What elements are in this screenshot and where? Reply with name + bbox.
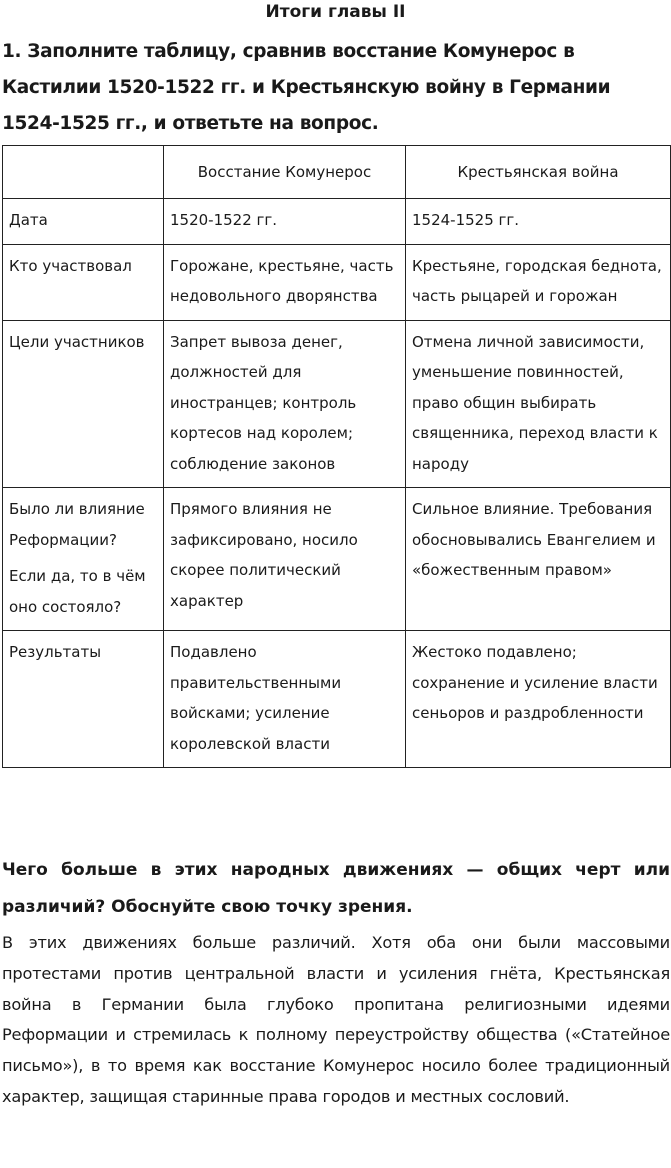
table-row-date <box>3 199 671 245</box>
row-label-text: Дата <box>9 211 48 229</box>
question-heading: Чего больше в этих народных движениях — общих черт или различий? Обоснуйте свою точку зрения. <box>2 860 670 917</box>
peasant-war-cell: Жестоко подавлено; сохранение и усиление власти сеньоров и раздробленности <box>406 631 671 768</box>
row-label-text: Цели участников <box>9 332 145 351</box>
row-label <box>3 488 164 631</box>
chapter-title: Итоги главы II <box>265 2 406 22</box>
header-empty-cell <box>3 146 164 199</box>
comuneros-cell: Прямого влияния не зафиксировано, носило скорее политический характер <box>164 488 406 631</box>
answer-paragraph: В этих движениях больше различий. Хотя оба они были массовыми протестами против центральной власти и усиления гнёта, Крестьянская война в Германии была глубоко пропитана религиозными идеями Реформации и стремилась к полному переустройству общества («Статейное письмо»), в то время как восстание Комунерос носило более традиционный характер, защищая старинные права городов и местных сословий. <box>2 933 670 1106</box>
comparison-table <box>2 145 671 768</box>
peasant-war-cell: 1524-1525 гг. <box>406 199 671 245</box>
table-row-results <box>3 631 671 768</box>
row-label-text: Результаты <box>9 643 102 661</box>
peasant-war-cell: Отмена личной зависимости, уменьшение повинностей, право общин выбирать священника, переход власти к народу <box>406 320 671 488</box>
row-label <box>3 244 164 320</box>
row-label <box>3 320 164 488</box>
comuneros-cell: Горожане, крестьяне, часть недовольного дворянства <box>164 244 406 320</box>
row-label-subquestion: Если да, то в чём оно состояло? <box>9 567 146 616</box>
row-label <box>3 631 164 768</box>
header-peasant-war: Крестьянская война <box>406 146 671 199</box>
row-label-text: Было ли влияние Реформации? <box>9 500 145 549</box>
row-label-text: Кто участвовал <box>9 256 132 275</box>
row-label <box>3 199 164 245</box>
header-comuneros: Восстание Комунерос <box>164 146 406 199</box>
table-row-reformation <box>3 488 671 631</box>
table-header-row <box>3 146 671 199</box>
peasant-war-cell: Крестьяне, городская беднота, часть рыцарей и горожан <box>406 244 671 320</box>
table-row-participants <box>3 244 671 320</box>
comuneros-cell: Запрет вывоза денег, должностей для иностранцев; контроль кортесов над королем; соблюдение законов <box>164 320 406 488</box>
comuneros-cell: Подавлено правительственными войсками; усиление королевской власти <box>164 631 406 768</box>
comuneros-cell: 1520-1522 гг. <box>164 199 406 245</box>
table-row-goals <box>3 320 671 488</box>
task-statement: 1. Заполните таблицу, сравнив восстание Комунерос в Кастилии 1520-1522 гг. и Крестьянскую войну в Германии 1524-1525 гг., и ответьте на вопрос. <box>2 41 611 134</box>
peasant-war-cell: Сильное влияние. Требования обосновывались Евангелием и «божественным правом» <box>406 488 671 631</box>
